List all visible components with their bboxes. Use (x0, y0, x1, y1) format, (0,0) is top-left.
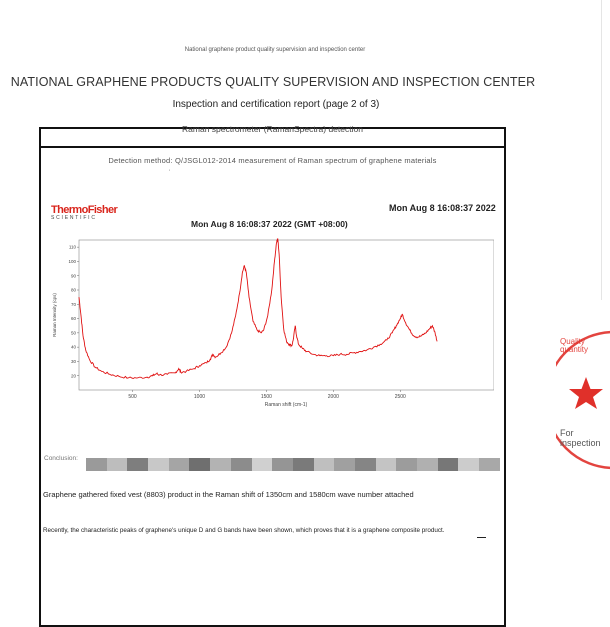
y-tick-label: 100 (68, 259, 76, 265)
y-tick-label: 60 (70, 316, 76, 322)
result-paragraph: Graphene gathered fixed vest (8803) product in the Raman shift of 1350cm and 1580cm wave number attached (43, 490, 414, 499)
page-edge (601, 0, 602, 300)
y-tick-label: 40 (70, 344, 76, 350)
timestamp-center: Mon Aug 8 16:08:37 2022 (GMT +08:00) (191, 219, 348, 229)
x-tick-label: 1500 (260, 394, 272, 400)
y-axis (68, 245, 79, 379)
document-title: NATIONAL GRAPHENE PRODUCTS QUALITY SUPERVISION AND INSPECTION CENTER (10, 75, 536, 89)
redaction-block (314, 458, 335, 471)
brand-name: ThermoFisher (51, 204, 118, 216)
brand-subtitle: SCIENTIFIC (51, 215, 97, 221)
x-tick-label: 2000 (327, 394, 339, 400)
y-tick-label: 20 (70, 373, 76, 379)
redaction-block (458, 458, 479, 471)
y-tick-label: 80 (70, 287, 76, 293)
redaction-block (189, 458, 210, 471)
stray-mark: ' (169, 170, 171, 176)
y-tick-label: 50 (70, 330, 76, 336)
redaction-block (86, 458, 107, 471)
conclusion-label: Conclusion: (44, 455, 78, 462)
redaction-block (334, 458, 355, 471)
redaction-block (272, 458, 293, 471)
redaction-block (355, 458, 376, 471)
y-tick-label: 70 (70, 301, 76, 307)
y-tick-label: 30 (70, 359, 76, 365)
thermofisher-logo (51, 205, 117, 221)
seal-text-bottom: For inspection (560, 428, 601, 449)
x-axis-label: Raman shift (cm-1) (264, 402, 308, 408)
x-axis (128, 390, 406, 400)
frame-divider (39, 146, 506, 148)
plot-frame (79, 240, 494, 390)
redaction-block (107, 458, 128, 471)
raman-spectrum-chart (50, 236, 494, 408)
x-tick-label: 500 (128, 394, 137, 400)
redaction-block (417, 458, 438, 471)
redaction-block (231, 458, 252, 471)
seal-star-icon (569, 377, 603, 409)
redaction-block (169, 458, 190, 471)
redaction-block (376, 458, 397, 471)
y-axis-label: Raman Intensity (cps) (52, 293, 57, 337)
redaction-block (148, 458, 169, 471)
seal-text-top: Quality quantity (560, 337, 589, 355)
x-tick-label: 1000 (193, 394, 206, 400)
series-line-raman (79, 239, 437, 379)
header-caption: National graphene product quality supervision and inspection center (184, 47, 366, 53)
document-subtitle: Inspection and certification report (page 2 of 3) (172, 99, 380, 110)
redaction-block (210, 458, 231, 471)
section-title: Raman spectrometer (RamanSpectra) detection (182, 124, 363, 134)
dash-mark (477, 537, 486, 538)
redaction-block (293, 458, 314, 471)
redacted-conclusion (86, 458, 500, 471)
redaction-block (252, 458, 273, 471)
timestamp-right: Mon Aug 8 16:08:37 2022 (389, 203, 496, 213)
redaction-block (438, 458, 459, 471)
detection-method: Detection method: Q/JSGL012-2014 measurement of Raman spectrum of graphene materials (108, 156, 437, 165)
x-tick-label: 2500 (394, 394, 406, 400)
summary-paragraph: Recently, the characteristic peaks of graphene's unique D and G bands have been shown, which proves that it is a graphene composite product. (43, 527, 445, 534)
redaction-block (479, 458, 500, 471)
y-tick-label: 110 (68, 244, 76, 250)
y-tick-label: 90 (70, 273, 76, 279)
redaction-block (127, 458, 148, 471)
redaction-block (396, 458, 417, 471)
